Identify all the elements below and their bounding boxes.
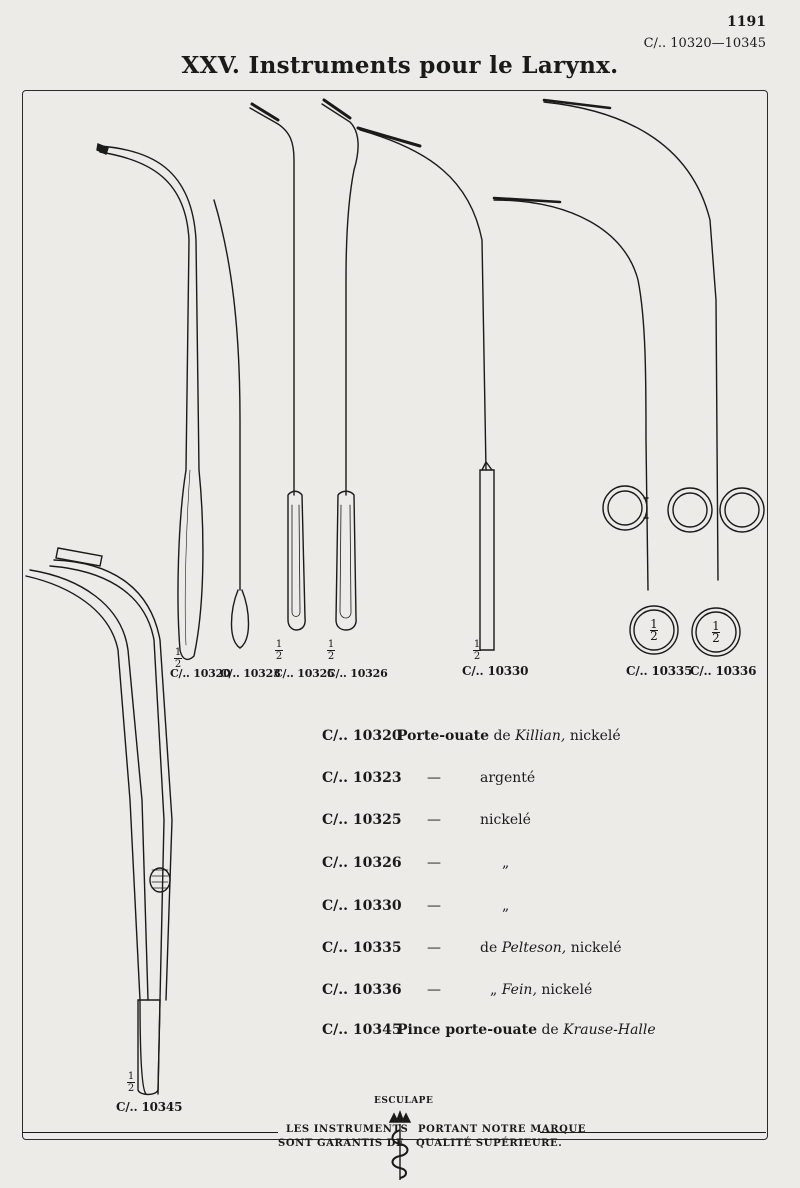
ditto-dash: — xyxy=(427,982,441,998)
instrument-10345-drawing xyxy=(26,548,172,1095)
footer-right-line2: QUALITÉ SUPÉRIEURE. xyxy=(416,1138,563,1149)
catalog-code: C/.. 10326 xyxy=(322,855,402,871)
catalog-prep: de xyxy=(480,940,498,956)
instrument-10336-drawing xyxy=(544,100,764,656)
footer-right-line1: PORTANT NOTRE MARQUE xyxy=(418,1124,586,1135)
catalog-desc: nickelé xyxy=(480,812,531,828)
brand-name: ESCULAPE xyxy=(374,1096,434,1106)
catalog-name: Pince porte-ouate xyxy=(397,1022,537,1038)
ditto-dash: — xyxy=(427,770,441,786)
ditto-dash: — xyxy=(427,812,441,828)
catalog-code: C/.. 10335 xyxy=(322,940,402,956)
ditto-mark: „ xyxy=(502,855,510,871)
scale-fraction-10335: 1 2 xyxy=(650,617,658,643)
catalog-code: C/.. 10330 xyxy=(322,898,402,914)
catalog-prep: de xyxy=(541,1022,559,1038)
instrument-10320-drawing xyxy=(97,144,203,659)
catalog-code: C/.. 10323 xyxy=(322,770,402,786)
label-10336: C/.. 10336 xyxy=(690,664,757,678)
instrument-10325-drawing xyxy=(250,104,305,630)
instrument-10323-drawing xyxy=(214,200,249,648)
label-10326: C/.. 10326 xyxy=(327,667,388,680)
label-10345: C/.. 10345 xyxy=(116,1100,183,1114)
catalog-desc: argenté xyxy=(480,770,536,786)
catalog-prep: de xyxy=(493,728,511,744)
ditto-dash: — xyxy=(427,855,441,871)
ditto-dash: — xyxy=(427,898,441,914)
catalog-maker: Pelteson, xyxy=(501,940,567,956)
catalog-name: Porte-ouate xyxy=(397,728,490,744)
ditto-mark: „ xyxy=(502,898,510,914)
footer-guarantee xyxy=(0,1094,800,1170)
scale-fraction-10330: 1 2 xyxy=(473,639,481,662)
footer-left-line2: SONT GARANTIS DE xyxy=(278,1138,405,1149)
footer-left-line1: LES INSTRUMENTS xyxy=(286,1124,409,1135)
catalog-finish: nickelé xyxy=(541,982,593,998)
instrument-10326-drawing xyxy=(322,100,358,630)
scale-fraction-10325: 1 2 xyxy=(275,639,283,662)
reference-range: C/.. 10320—10345 xyxy=(643,36,766,51)
instrument-10330-drawing xyxy=(358,128,494,650)
label-10323: C/.. 10323 xyxy=(220,667,281,680)
catalog-finish: nickelé xyxy=(569,728,621,744)
label-10330: C/.. 10330 xyxy=(462,664,529,678)
instrument-10335-drawing xyxy=(494,198,678,654)
catalog-code: C/.. 10336 xyxy=(322,982,402,998)
catalog-finish: nickelé xyxy=(570,940,622,956)
scale-fraction-10320: 1 2 xyxy=(174,647,182,670)
scale-fraction-10326: 1 2 xyxy=(327,639,335,662)
footer-rule-left xyxy=(22,1132,278,1133)
catalog-code: C/.. 10345 xyxy=(322,1022,402,1038)
catalog-maker: Fein, xyxy=(501,982,537,998)
scale-fraction-10336: 1 2 xyxy=(712,619,720,645)
scale-fraction-10345: 1 2 xyxy=(127,1071,135,1094)
label-10320: C/.. 10320 xyxy=(170,667,231,680)
label-10325: C/.. 10325 xyxy=(274,667,335,680)
catalog-maker: Krause-Halle xyxy=(563,1022,656,1038)
page-title: XXV. Instruments pour le Larynx. xyxy=(181,52,619,79)
page-number: 1191 xyxy=(727,14,766,30)
label-10335: C/.. 10335 xyxy=(626,664,693,678)
catalog-code: C/.. 10320 xyxy=(322,728,402,744)
ditto-mark: „ xyxy=(490,982,498,998)
catalog-code: C/.. 10325 xyxy=(322,812,402,828)
ditto-dash: — xyxy=(427,940,441,956)
catalog-maker: Killian, xyxy=(515,728,566,744)
